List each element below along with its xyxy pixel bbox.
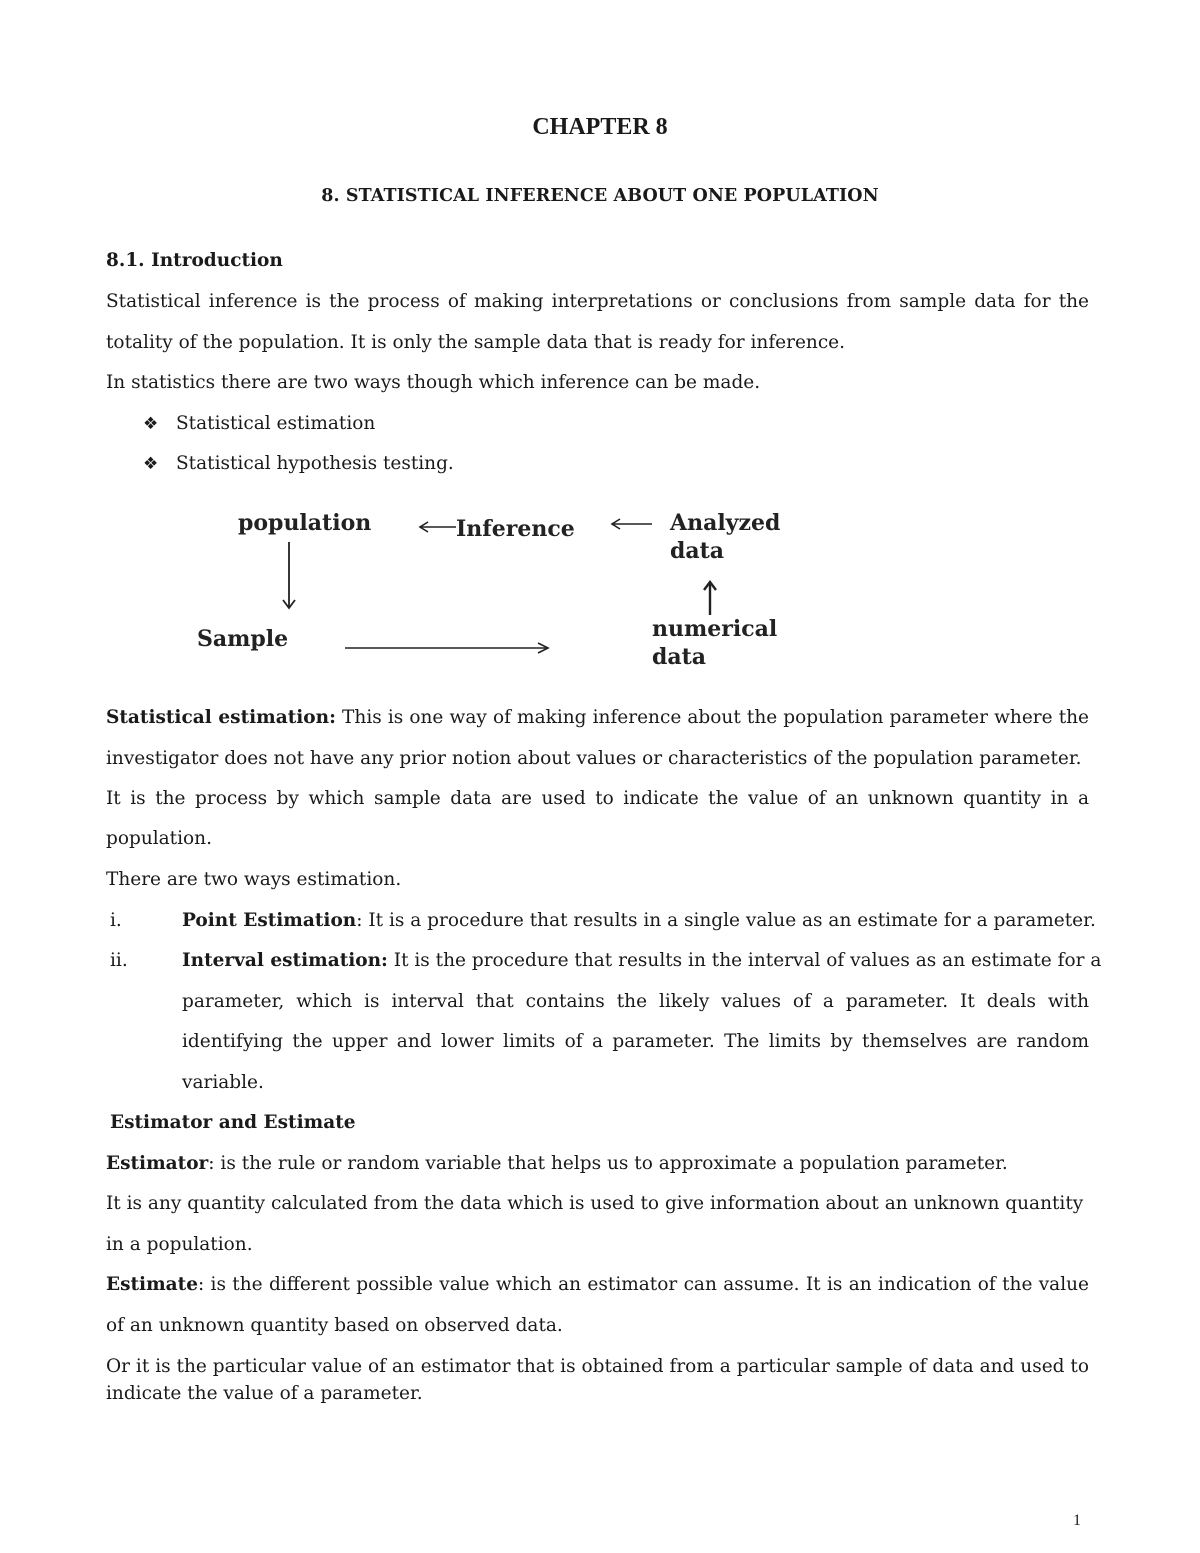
paragraph-line: population.	[106, 828, 212, 849]
paragraph-line: indicate the value of a parameter.	[106, 1383, 423, 1404]
paragraph-text: : is the different possible value which an estimator can assume. It is an indication of the value	[197, 1274, 1089, 1295]
arrow-left-icon	[420, 522, 456, 532]
intro-paragraph-line: totality of the population. It is only the sample data that is ready for inference.	[106, 332, 846, 353]
list-item	[143, 452, 454, 476]
paragraph-line: of an unknown quantity based on observed data.	[106, 1315, 563, 1336]
list-item-text: It is the procedure that results in the interval of values as an estimate for a	[387, 950, 1102, 971]
term-statistical-estimation: Statistical estimation:	[106, 707, 336, 728]
arrow-down-icon	[283, 542, 295, 608]
term-estimator: Estimator	[106, 1153, 209, 1174]
paragraph-line: It is the process by which sample data are used to indicate the value of an unknown quantity in a	[106, 788, 1089, 809]
section-title: 8. STATISTICAL INFERENCE ABOUT ONE POPULATION	[321, 186, 879, 206]
list-item	[182, 949, 1102, 973]
arrow-up-icon	[704, 582, 716, 615]
diamond-bullet-icon: ❖	[143, 454, 159, 474]
paragraph-line: in a population.	[106, 1234, 253, 1255]
paragraph-line: investigator does not have any prior notion about values or characteristics of the population parameter.	[106, 748, 1082, 769]
list-item-text: Statistical estimation	[176, 413, 376, 434]
diagram-label-analyzed: Analyzed	[670, 510, 781, 536]
list-item-text: Statistical hypothesis testing.	[176, 453, 454, 474]
list-item	[143, 412, 375, 436]
paragraph-line	[106, 1273, 1089, 1297]
diagram-label-numerical: numerical	[652, 616, 778, 642]
arrow-right-icon	[345, 643, 548, 653]
diamond-bullet-icon: ❖	[143, 414, 159, 434]
list-number: i.	[110, 910, 122, 931]
intro-heading: 8.1. Introduction	[106, 250, 283, 271]
diagram-label-sample: Sample	[197, 626, 289, 652]
paragraph-line: It is any quantity calculated from the data which is used to give information about an unknown quantity	[106, 1193, 1084, 1214]
paragraph-line	[106, 1152, 1089, 1176]
list-item-line: variable.	[182, 1072, 264, 1093]
subsection-heading: Estimator and Estimate	[110, 1112, 356, 1133]
term-estimate: Estimate	[106, 1274, 198, 1295]
intro-paragraph-line: Statistical inference is the process of making interpretations or conclusions from sample data for the	[106, 291, 1089, 312]
list-number: ii.	[110, 950, 128, 971]
diagram-label-analyzed-data: data	[670, 538, 725, 564]
diagram-label-population: population	[238, 510, 372, 536]
page-number: 1	[1073, 1512, 1081, 1529]
inference-diagram	[197, 500, 830, 675]
list-item-text: : It is a procedure that results in a single value as an estimate for a parameter.	[356, 910, 1096, 931]
list-item-line: parameter, which is interval that contains the likely values of a parameter. It deals with	[182, 991, 1089, 1012]
diagram-label-numerical-data: data	[652, 644, 707, 670]
diagram-label-inference: Inference	[456, 516, 575, 542]
paragraph-text: : is the rule or random variable that helps us to approximate a population parameter.	[208, 1153, 1008, 1174]
paragraph-text: This is one way of making inference about the population parameter where the	[335, 707, 1090, 728]
chapter-title: CHAPTER 8	[532, 114, 668, 140]
term-interval-estimation: Interval estimation:	[182, 950, 388, 971]
list-item	[182, 909, 1096, 933]
list-item-line: identifying the upper and lower limits of a parameter. The limits by themselves are random	[182, 1031, 1089, 1052]
intro-paragraph-line: In statistics there are two ways though which inference can be made.	[106, 372, 761, 393]
arrow-left-icon	[612, 519, 652, 529]
paragraph-line: Or it is the particular value of an estimator that is obtained from a particular sample of data and used to	[106, 1356, 1089, 1377]
paragraph-line	[106, 706, 1089, 730]
term-point-estimation: Point Estimation	[182, 910, 357, 931]
paragraph-line: There are two ways estimation.	[106, 869, 402, 890]
